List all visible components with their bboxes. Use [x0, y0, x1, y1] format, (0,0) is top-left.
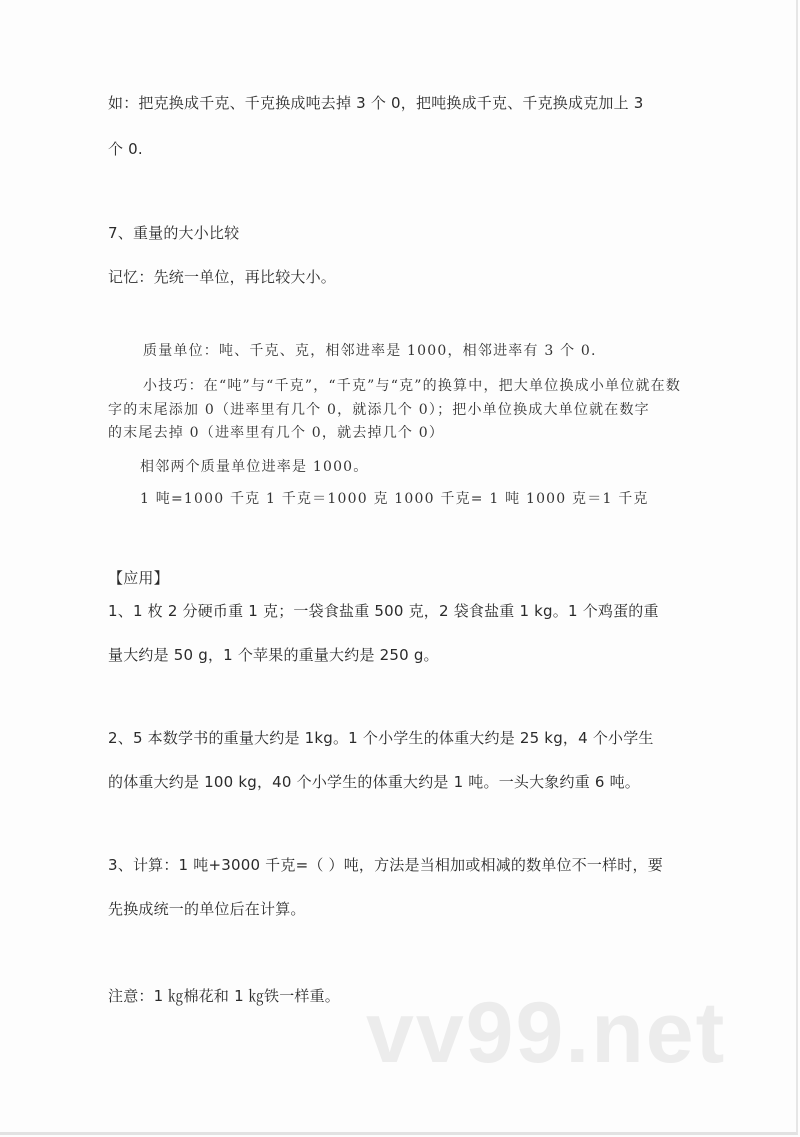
application-note: 注意：1 ㎏棉花和 1 ㎏铁一样重。: [108, 987, 340, 1005]
application-item-2-line-2: 的体重大约是 100 kg，40 个小学生的体重大约是 1 吨。一头大象约重 6 吨。: [108, 773, 640, 791]
application-item-1-line-1: 1、1 枚 2 分硬币重 1 克；一袋食盐重 500 克，2 袋食盐重 1 kg。1 个鸡蛋的重: [108, 602, 659, 620]
application-item-3-line-1: 3、计算：1 吨+3000 千克=（ ）吨，方法是当相加或相减的数单位不一样时，要: [108, 856, 663, 874]
intro-line-2: 个 0.: [108, 140, 143, 158]
excerpt-tip-line-1: 小技巧：在“吨”与“千克”，“千克”与“克”的换算中，把大单位换成小单位就在数: [143, 378, 682, 394]
excerpt-equations: 1 吨=1000 千克 1 千克＝1000 克 1000 千克= 1 吨 1000 克＝1 千克: [140, 491, 649, 507]
excerpt-tip-line-2: 字的末尾添加 0（进率里有几个 0，就添几个 0）；把小单位换成大单位就在数字: [108, 402, 650, 418]
excerpt-tip-line-3: 的末尾去掉 0（进率里有几个 0，就去掉几个 0）: [108, 425, 445, 441]
application-item-3-line-2: 先换成统一的单位后在计算。: [108, 900, 306, 918]
section-7-memory: 记忆：先统一单位，再比较大小。: [108, 268, 337, 286]
excerpt-rate: 相邻两个质量单位进率是 1000。: [140, 459, 369, 475]
application-item-2-line-1: 2、5 本数学书的重量大约是 1kg。1 个小学生的体重大约是 25 kg，4 个小学生: [108, 729, 654, 747]
intro-line-1: 如：把克换成千克、千克换成吨去掉 3 个 0，把吨换成千克、千克换成克加上 3: [108, 94, 644, 112]
application-heading: 【应用】: [108, 569, 169, 587]
watermark: vv99.net: [366, 985, 727, 1081]
excerpt-units: 质量单位：吨、千克、克，相邻进率是 1000，相邻进率有 3 个 0.: [143, 343, 597, 359]
section-7-title: 7、重量的大小比较: [108, 224, 240, 242]
application-item-1-line-2: 量大约是 50 g，1 个苹果的重量大约是 250 g。: [108, 646, 439, 664]
